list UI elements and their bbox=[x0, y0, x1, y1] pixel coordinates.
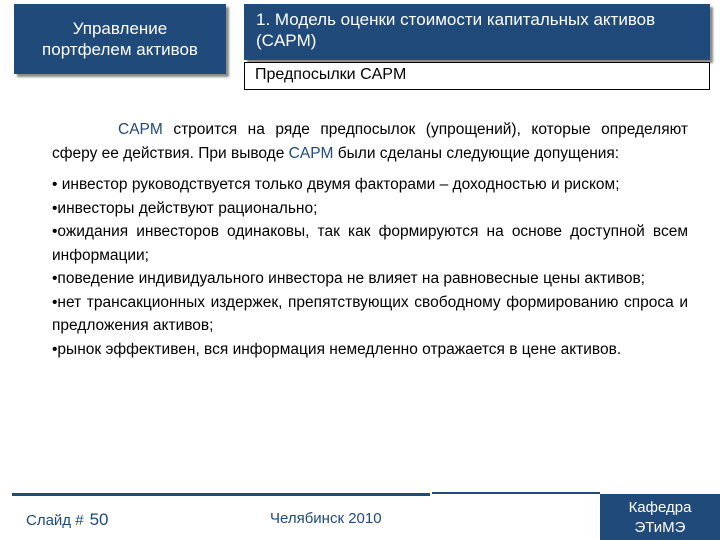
department-box bbox=[600, 494, 720, 540]
footer-divider-left bbox=[12, 493, 430, 496]
slide-number-label bbox=[26, 510, 109, 530]
keyword-capm: CAPM bbox=[288, 144, 334, 162]
course-title-line1: Управление bbox=[72, 19, 168, 38]
intro-paragraph bbox=[52, 118, 688, 165]
bullet-item: • инвестор руководствуется только двумя факторами – доходностью и риском; bbox=[52, 176, 620, 193]
slide-number: 50 bbox=[89, 510, 109, 529]
slide-content bbox=[52, 118, 688, 361]
bullet-item: •ожидания инвесторов одинаковы, так как формируются на основе доступной всем информации; bbox=[52, 223, 688, 264]
bullet-item: •нет трансакционных издержек, препятствующих свободному формированию спроса и предложения активов; bbox=[52, 293, 688, 334]
bullet-item: •поведение индивидуального инвестора не влияет на равновесные цены активов; bbox=[52, 270, 645, 287]
course-title-box bbox=[14, 4, 226, 74]
department-line2: ЭТиМЭ bbox=[634, 519, 686, 536]
slide-label: Слайд # bbox=[26, 512, 84, 529]
course-title-line2: портфелем активов bbox=[42, 40, 198, 59]
section-title-box bbox=[244, 4, 710, 60]
intro-text-2: были сделаны следующие допущения: bbox=[333, 144, 620, 162]
section-title-line1: 1. Модель оценки стоимости капитальных активов bbox=[256, 10, 656, 29]
department-line1: Кафедра bbox=[628, 499, 692, 516]
bullet-item: •инвесторы действуют рационально; bbox=[52, 199, 318, 217]
intro-text-1: строится на ряде предпосылок (упрощений), которые определяют сферу ее действия. При выводе bbox=[52, 121, 688, 162]
footer-city-year: Челябинск 2010 bbox=[270, 510, 382, 527]
bullet-item: •рынок эффективен, вся информация немедленно отражается в цене активов. bbox=[52, 340, 622, 358]
footer-divider-right bbox=[432, 492, 600, 494]
subtitle-box bbox=[244, 62, 710, 90]
subtitle-text: Предпосылки CAPM bbox=[255, 66, 407, 83]
keyword-capm: CAPM bbox=[118, 121, 163, 138]
section-title-line2: (CAPM) bbox=[256, 31, 317, 50]
